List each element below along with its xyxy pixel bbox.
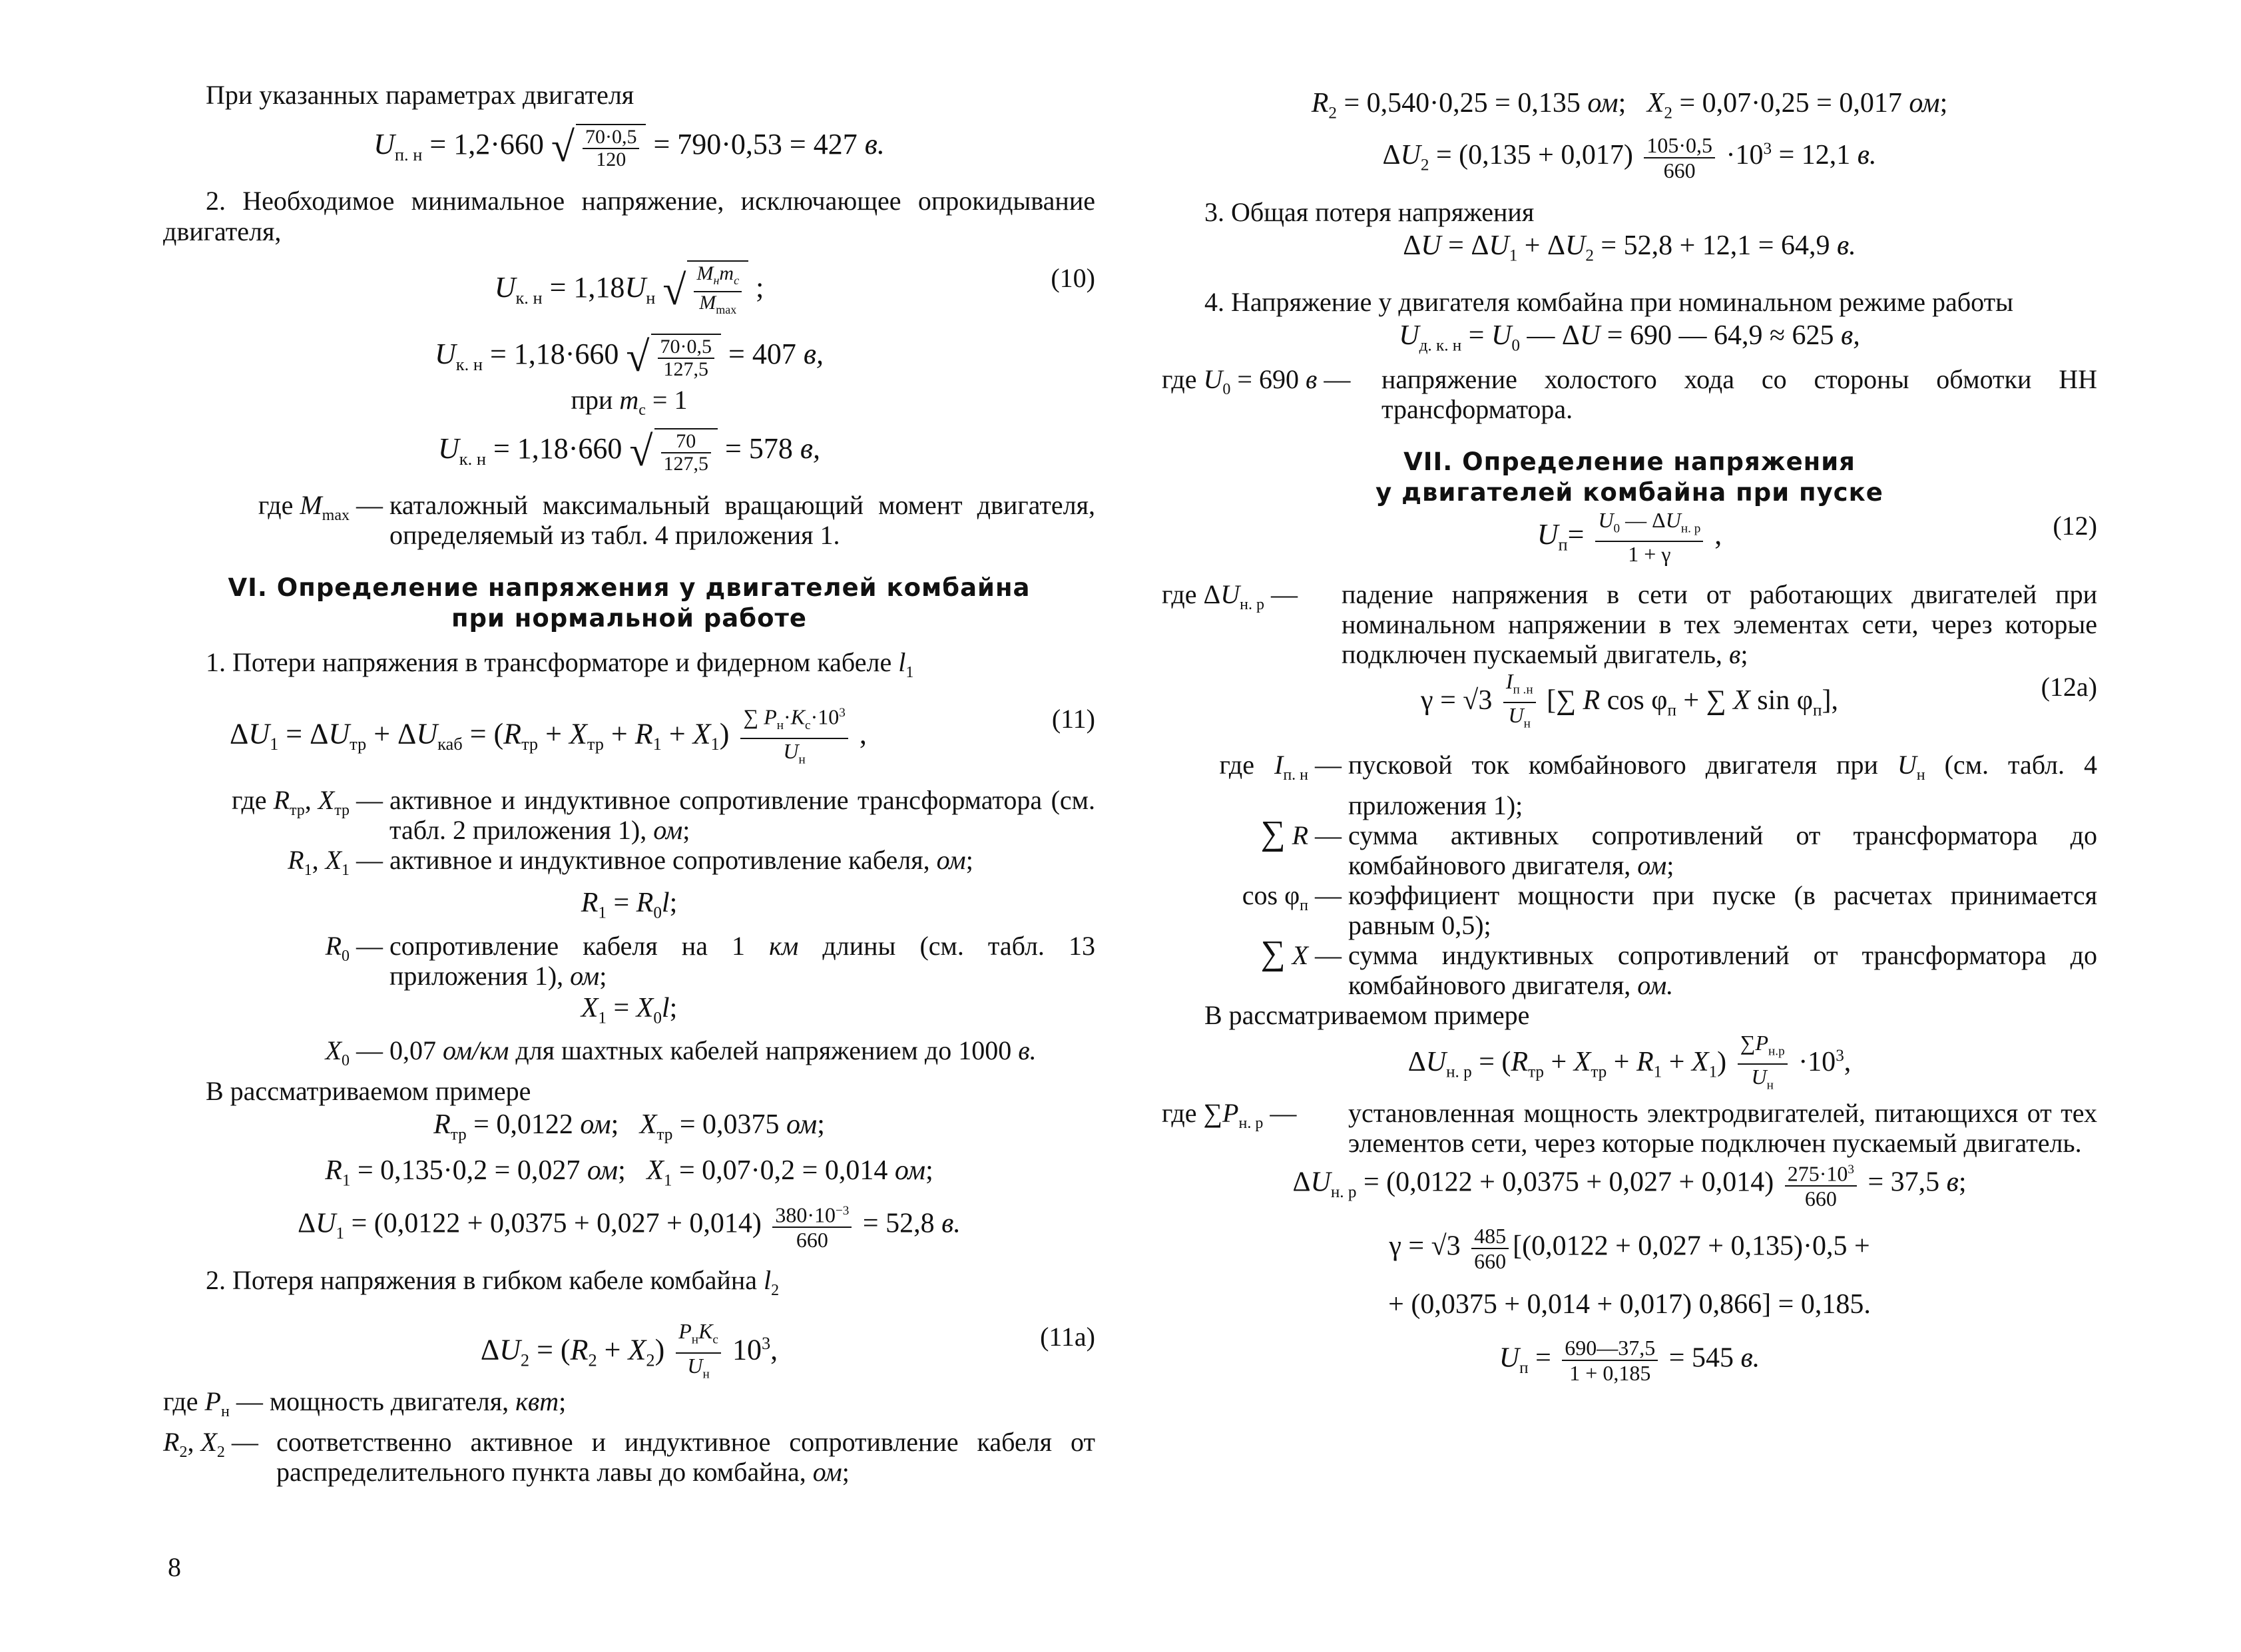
page-number: 8 (168, 1552, 181, 1582)
equation-du2-value: $\Delta U_2 = (0,135 + 0,017)$ $\frac{105\cdot 0,5}{660}$ $\cdot 10^3 = 12,1$ в. (1382, 133, 1877, 182)
equation-un-final: $U_п$ = $\frac{690—37,5}{1 + 0,185}$ = 545 в. (1499, 1336, 1760, 1386)
definition-r1: $R_1$, $X_1$ — активное и индуктивное сопротивление кабеля, ом; (288, 845, 973, 880)
paragraph-4: 4. Напряжение у двигателя комбайна при номинальном режиме работы (1204, 287, 2013, 318)
definition-cos-phi: $\cos \varphi_п$ — коэффициент мощности при пуске (в расчетах принимается равным 0,5); (1242, 880, 2097, 940)
paragraph-2: 2. Необходимое минимальное напряжение, исключающее опрокидывание двигателя, (163, 185, 1095, 246)
definition-x0: $X_0$ — 0,07 ом/км для шахтных кабелей напряжением до 1000 в. (325, 1035, 1037, 1069)
condition-mc: при $m_c = 1$ (571, 384, 688, 419)
equation-r2-values: $R_2 = 0,540\cdot 0,25 = 0,135$ ом; $X_2 = 0,07\cdot 0,25 = 0,017$ ом; (1311, 88, 1948, 123)
equation-11a: $\Delta U_2 = (R_2 + X_2)$ $\frac{P_нK_c}{U_н}$ $10^3$, (11а) (480, 1319, 1095, 1382)
definition-dunp: где $\Delta U_{н. р}$ — падение напряжения в сети от работающих двигателей при номинальном напряжении в тех элементах сети, через которые подключен пускаемый двигатель, в; (1162, 579, 2097, 669)
equation-x1-x0l: $X_1 = X_0l$; (581, 992, 678, 1027)
definition-r2: $R_2$, $X_2$ — соответственно активное и индуктивное сопротивление кабеля от распределительного пункта лавы до комбайна, ом; (163, 1427, 1095, 1488)
intro-paragraph: При указанных параметрах двигателя (206, 80, 634, 110)
section-heading-7: VII. Определение напряжения у двигателей комбайна при пуске (1375, 447, 1883, 507)
equation-12: $U_п=$ $\frac{U_0 — \Delta U_{н. р}}{1 + \gamma}$ , (12) (1537, 507, 2097, 566)
equation-un-start: $U_{п. н} = 1,2\cdot 660$ √ $\frac{70\cdot 0,5}{120}$ = 790·0,53 = 427 в. (374, 123, 885, 170)
equation-du-total: $\Delta U = \Delta U_1 + \Delta U_2 = 52,8 + 12,1 = 64,9$ в. (1403, 230, 1856, 265)
definition-r0: $R_0$ — сопротивление кабеля на 1 км длины (см. табл. 13 приложения 1), ом; (325, 930, 1095, 991)
equation-ukn-407: $U_{к. н} = 1,18\cdot 660$ √ $\frac{70\cdot 0,5}{127,5}$ = 407 в, (435, 332, 824, 380)
equation-number-10: (10) (1051, 262, 1095, 293)
definition-mmax: где $M_{max}$ — каталожный максимальный вращающий момент двигателя, определяемый из табл. 4 приложения 1. (258, 489, 1095, 550)
equation-11: $\Delta U_1 = \Delta U_{тр} + \Delta U_{каб} = (R_{тр} + X_{тр} + R_1 + X_1)$ $\frac{\sum P_н\cdot K_c\cdot 10^3}{U_н}$ , (11) (163, 701, 1095, 772)
left-column (163, 80, 1095, 1487)
paragraph-3: 3. Общая потеря напряжения (1204, 196, 1535, 227)
paragraph-loss-1: 1. Потери напряжения в трансформаторе и фидерном кабеле $l_1$ (206, 647, 914, 681)
equation-r1-values: $R_1 = 0,135\cdot 0,2 = 0,027$ ом; $X_1 = 0,07\cdot 0,2 = 0,014$ ом; (325, 1155, 933, 1190)
definition-pn: где $P_н$ — мощность двигателя, квт; (163, 1386, 567, 1421)
equation-10: $U_{к. н} = 1,18U_н$ √ $\frac{M_нm_c}{M_{max}}$ ; (10) (163, 260, 1095, 320)
definition-sum-x: ∑ X — сумма индуктивных сопротивлений от трансформатора до комбайнового двигателя, ом. (1260, 934, 2097, 1000)
paragraph-loss-2: 2. Потеря напряжения в гибком кабеле комбайна $l_2$ (206, 1265, 780, 1300)
section-heading-6: VI. Определение напряжения у двигателей комбайна при нормальной работе (228, 573, 1031, 633)
definition-rtr: где $R_{тр}$, $X_{тр}$ — активное и индуктивное сопротивление трансформатора (см. табл. 2 приложения 1), ом; (232, 785, 1095, 846)
equation-gamma-line-1: γ = √3 $\frac{485}{660}$ [(0,0122 + 0,027 + 0,135)·0,5 + (1389, 1224, 1870, 1274)
right-column (1162, 85, 2097, 1386)
equation-ukn-578: $U_{к. н} = 1,18\cdot 660$ √ $\frac{70}{127,5}$ = 578 в, (438, 427, 820, 475)
equation-number-12: (12) (2053, 510, 2097, 541)
example-paragraph-left: В рассматриваемом примере (206, 1075, 531, 1106)
equation-r1-r0l: $R_1 = R_0l$; (581, 888, 678, 922)
definition-sum-p: где $\sum P_{н. р}$ — установленная мощность электродвигателей, питающихся от тех элементов сети, через которые подключен пускаемый двигатель. (1162, 1097, 2097, 1158)
example-paragraph-right: В рассматриваемом примере (1204, 999, 1530, 1030)
equation-du1-value: $\Delta U_1 = (0,0122 + 0,0375 + 0,027 + 0,014)$ $\frac{380\cdot 10^{-3}}{660}$ = 52,8 в. (163, 1199, 1095, 1252)
definition-sum-r: ∑ R — сумма активных сопротивлений от трансформатора до комбайнового двигателя, ом; (1260, 814, 2097, 880)
equation-dunp-formula: $\Delta U_{н. р} = (R_{тр} + X_{тр} + R_1 + X_1)$ $\frac{\sum P_{н.р}}{U_н}$ $\cdot 10^3$, (1407, 1030, 1852, 1093)
equation-rtr-values: $R_{тр} = 0,0122$ ом; $X_{тр} = 0,0375$ ом; (433, 1109, 825, 1144)
equation-number-12a: (12а) (2041, 671, 2097, 702)
equation-number-11: (11) (1051, 703, 1095, 734)
equation-dunp-value: $\Delta U_{н. р} = (0,0122 + 0,0375 + 0,027 + 0,014)$ $\frac{275\cdot 10^3}{660}$ = 37,5 в; (1162, 1158, 2097, 1211)
equation-number-11a: (11а) (1040, 1322, 1095, 1352)
equation-udkn: $U_{д. к. н} = U_0$ — ΔU = 690 — 64,9 ≈ 625 в, (1399, 320, 1860, 355)
equation-gamma-line-2: + (0,0375 + 0,014 + 0,017) 0,866] = 0,185. (1388, 1289, 1871, 1320)
definition-ipn: где $I_{п. н}$ — пусковой ток комбайнового двигателя при $U_н$ (см. табл. 4 приложения 1); (1219, 749, 2097, 820)
definition-u0: где $U_0 = 690$ в — напряжение холостого хода со стороны обмотки НН трансформатора. (1162, 364, 2097, 424)
equation-12a: γ = √3 $\frac{I_{п .н}}{U_н}$ [∑ R $\cos \varphi_п$ + ∑ X $\sin \varphi_п$], (12а) (1421, 669, 2097, 731)
